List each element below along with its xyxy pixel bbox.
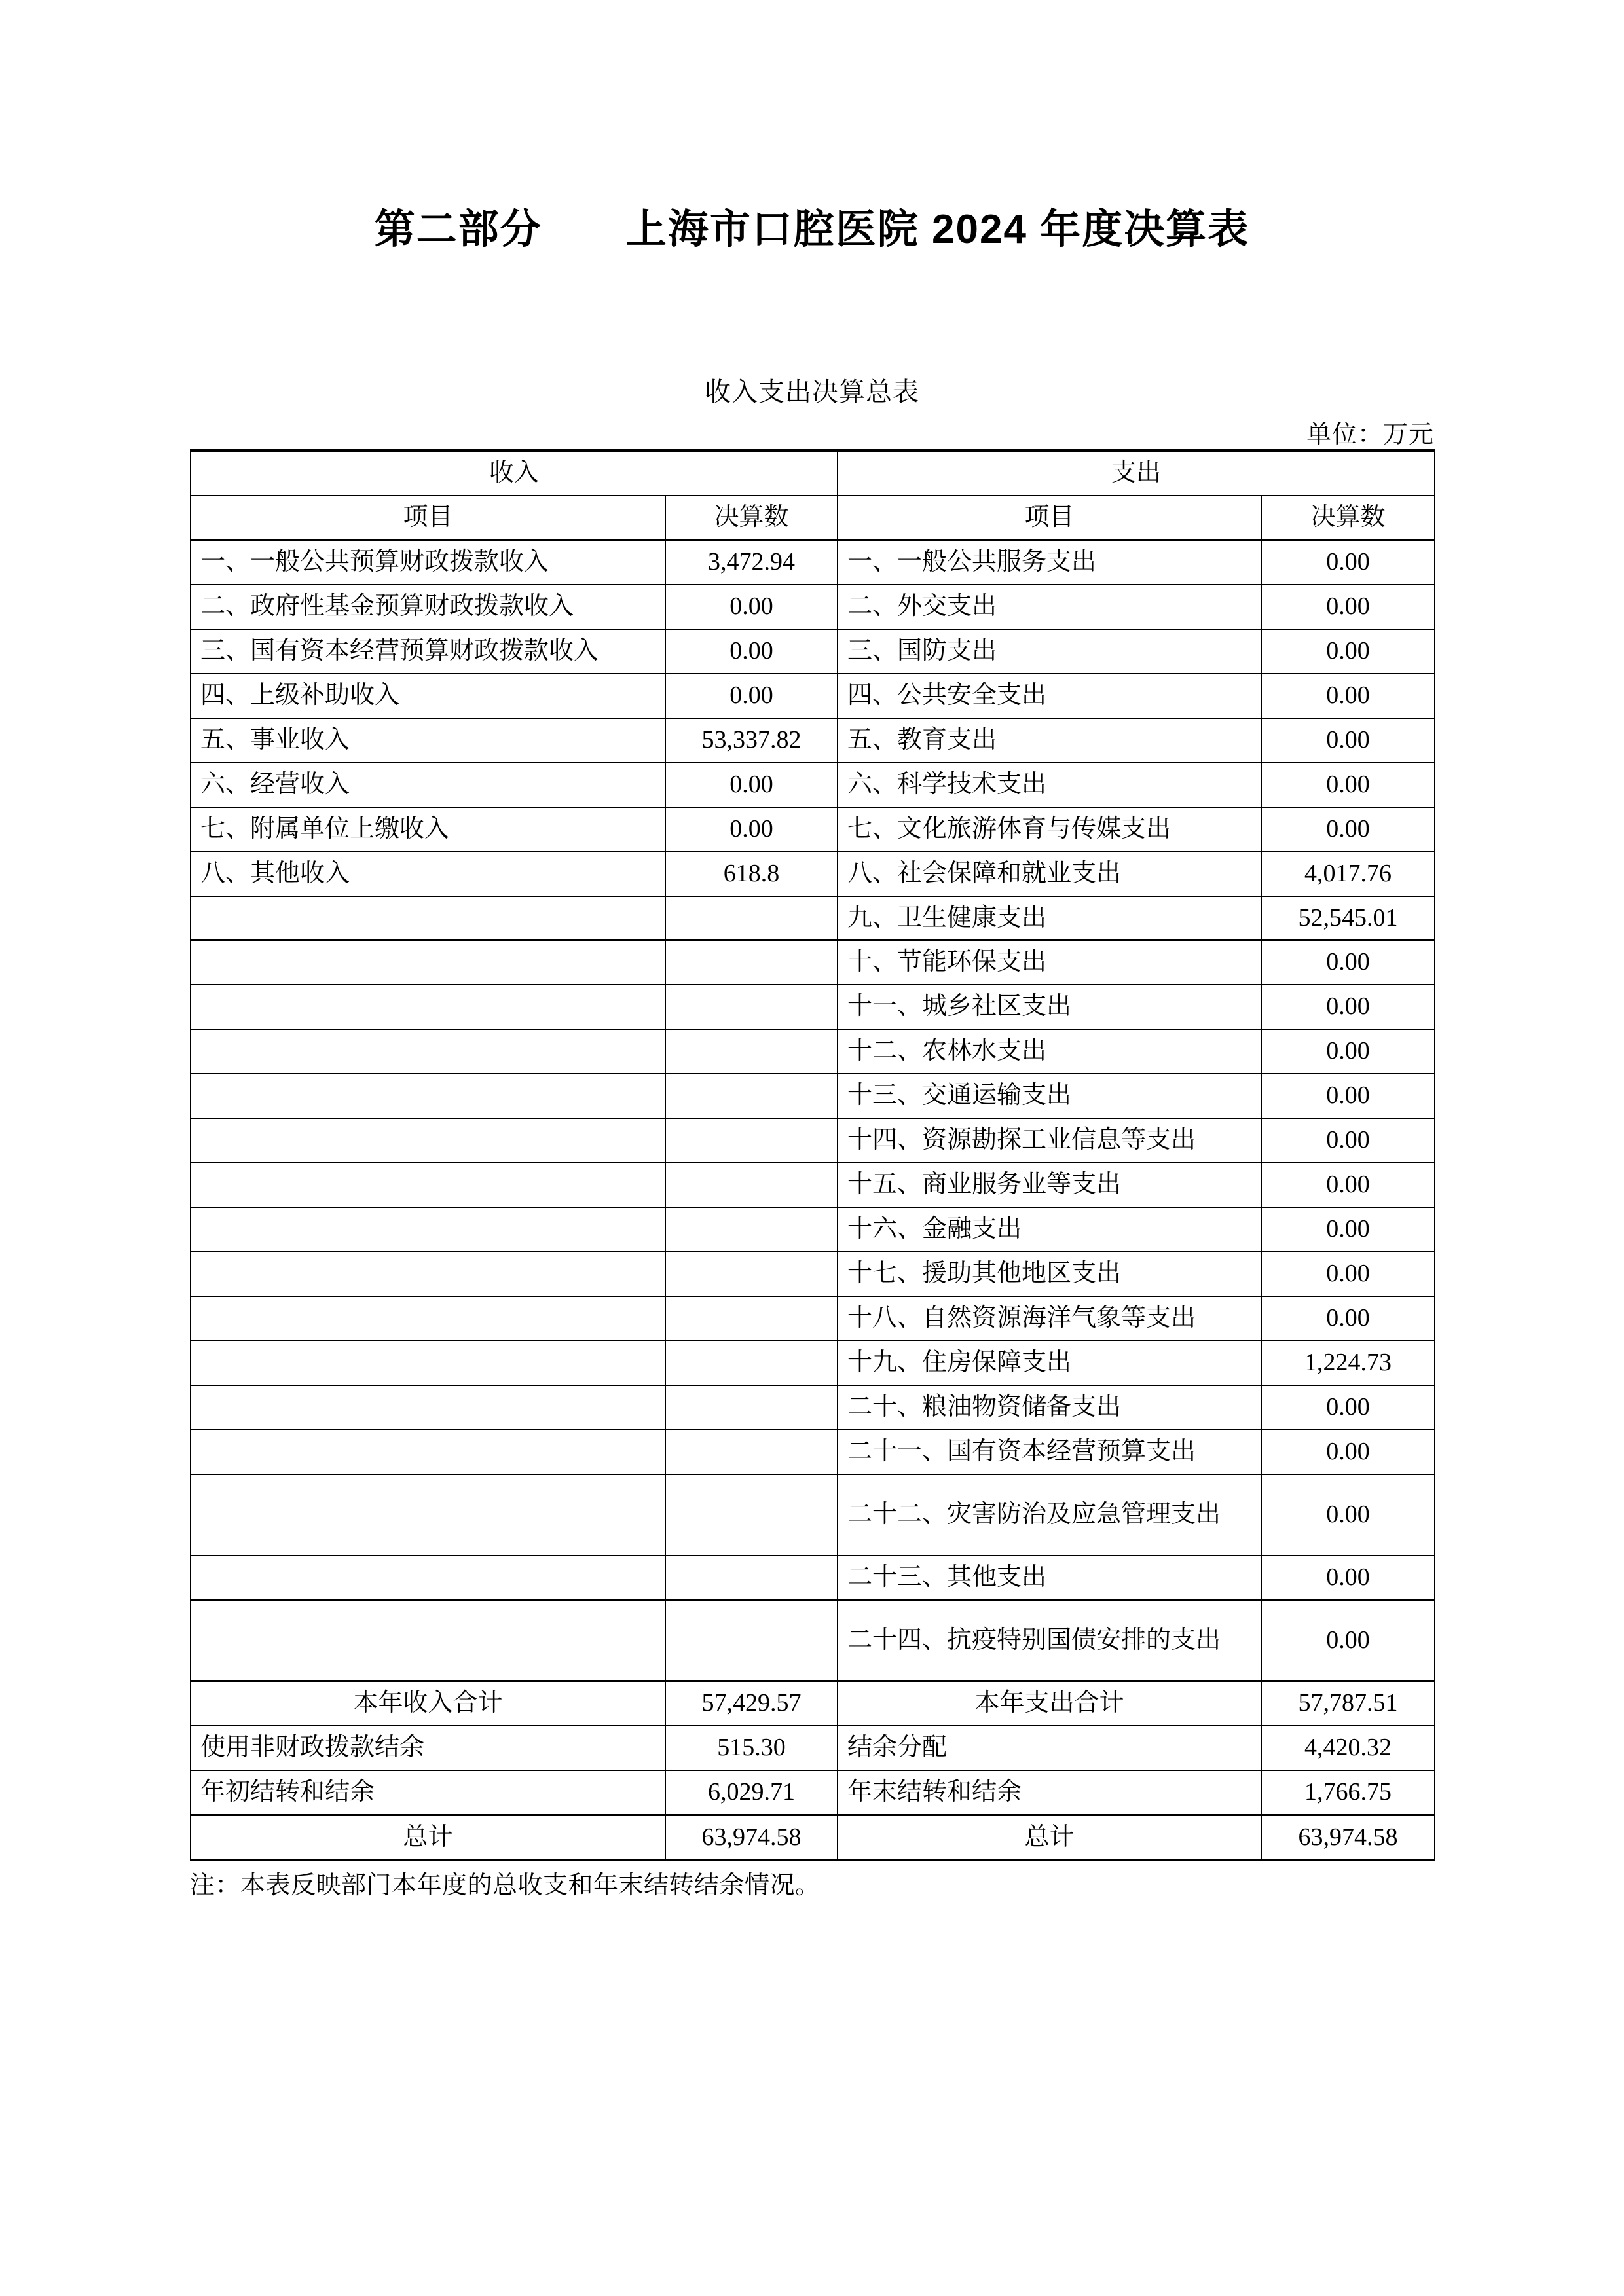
expenditure-item-label: 十二、农林水支出 <box>838 1029 1261 1074</box>
income-item-amount: 0.00 <box>665 807 838 852</box>
table-row <box>191 629 1435 674</box>
income-item-empty <box>191 1029 665 1074</box>
expenditure-item-amount: 0.00 <box>1261 1207 1435 1252</box>
table-row <box>191 1430 1435 1474</box>
income-item-label: 一、一般公共预算财政拨款收入 <box>191 540 665 585</box>
table-row <box>191 1029 1435 1074</box>
table-caption: 收入支出决算总表 <box>705 377 919 407</box>
expenditure-item-label: 八、社会保障和就业支出 <box>838 852 1261 896</box>
table-row <box>191 1118 1435 1163</box>
table-footnote: 注：本表反映部门本年度的总收支和年末结转结余情况。 <box>190 1872 821 1899</box>
column-header-income-item: 项目 <box>191 496 665 540</box>
income-amount-empty <box>665 1600 838 1681</box>
income-item-label: 二、政府性基金预算财政拨款收入 <box>191 585 665 629</box>
expenditure-item-label: 九、卫生健康支出 <box>838 896 1261 941</box>
income-item-label: 七、附属单位上缴收入 <box>191 807 665 852</box>
income-expenditure-final-accounts-table <box>190 449 1435 1861</box>
income-item-empty <box>191 1385 665 1430</box>
summary-expenditure-label: 本年支出合计 <box>838 1681 1261 1726</box>
expenditure-item-amount: 0.00 <box>1261 718 1435 763</box>
expenditure-item-amount: 0.00 <box>1261 1252 1435 1296</box>
expenditure-item-amount: 0.00 <box>1261 1385 1435 1430</box>
expenditure-item-label: 七、文化旅游体育与传媒支出 <box>838 807 1261 852</box>
expenditure-item-amount: 0.00 <box>1261 1600 1435 1681</box>
expenditure-item-label: 二十、粮油物资储备支出 <box>838 1385 1261 1430</box>
expenditure-item-label: 二十二、灾害防治及应急管理支出 <box>838 1474 1261 1556</box>
expenditure-item-label: 五、教育支出 <box>838 718 1261 763</box>
table-row <box>191 1163 1435 1207</box>
summary-income-label: 年初结转和结余 <box>191 1770 665 1815</box>
income-amount-empty <box>665 1341 838 1385</box>
income-item-empty <box>191 985 665 1029</box>
income-amount-empty <box>665 1029 838 1074</box>
summary-income-label: 本年收入合计 <box>191 1681 665 1726</box>
expenditure-item-label: 三、国防支出 <box>838 629 1261 674</box>
income-amount-empty <box>665 1118 838 1163</box>
expenditure-item-amount: 0.00 <box>1261 674 1435 718</box>
income-amount-empty <box>665 1296 838 1341</box>
income-amount-empty <box>665 896 838 941</box>
expenditure-item-label: 十六、金融支出 <box>838 1207 1261 1252</box>
income-item-amount: 0.00 <box>665 629 838 674</box>
income-amount-empty <box>665 1207 838 1252</box>
table-row <box>191 718 1435 763</box>
expenditure-item-label: 二十一、国有资本经营预算支出 <box>838 1430 1261 1474</box>
expenditure-item-label: 二十三、其他支出 <box>838 1556 1261 1600</box>
expenditure-item-label: 十四、资源勘探工业信息等支出 <box>838 1118 1261 1163</box>
table-row <box>191 585 1435 629</box>
income-item-empty <box>191 1556 665 1600</box>
table-row <box>191 1385 1435 1430</box>
expenditure-item-amount: 0.00 <box>1261 629 1435 674</box>
table-row <box>191 674 1435 718</box>
summary-expenditure-amount: 1,766.75 <box>1261 1770 1435 1815</box>
table-summary-row <box>191 1815 1435 1861</box>
expenditure-item-label: 十八、自然资源海洋气象等支出 <box>838 1296 1261 1341</box>
summary-income-amount: 6,029.71 <box>665 1770 838 1815</box>
income-item-amount: 0.00 <box>665 585 838 629</box>
summary-expenditure-label: 结余分配 <box>838 1726 1261 1770</box>
expenditure-item-label: 十、节能环保支出 <box>838 940 1261 985</box>
unit-label: 单位：万元 <box>1306 421 1434 448</box>
table-row <box>191 540 1435 585</box>
expenditure-item-amount: 0.00 <box>1261 1118 1435 1163</box>
column-header-expenditure-amount: 决算数 <box>1261 496 1435 540</box>
expenditure-item-label: 十五、商业服务业等支出 <box>838 1163 1261 1207</box>
income-amount-empty <box>665 1252 838 1296</box>
income-item-amount: 0.00 <box>665 763 838 807</box>
table-row <box>191 807 1435 852</box>
summary-expenditure-amount: 4,420.32 <box>1261 1726 1435 1770</box>
table-row <box>191 1296 1435 1341</box>
income-item-empty <box>191 1296 665 1341</box>
income-item-empty <box>191 1430 665 1474</box>
income-amount-empty <box>665 1074 838 1118</box>
column-header-income-amount: 决算数 <box>665 496 838 540</box>
table-summary-row <box>191 1726 1435 1770</box>
income-item-label: 六、经营收入 <box>191 763 665 807</box>
income-item-label: 五、事业收入 <box>191 718 665 763</box>
income-item-empty <box>191 1074 665 1118</box>
income-item-amount: 3,472.94 <box>665 540 838 585</box>
table-row <box>191 1556 1435 1600</box>
table-summary-row <box>191 1770 1435 1815</box>
table-row <box>191 1252 1435 1296</box>
summary-income-label: 使用非财政拨款结余 <box>191 1726 665 1770</box>
expenditure-item-amount: 0.00 <box>1261 763 1435 807</box>
expenditure-item-amount: 52,545.01 <box>1261 896 1435 941</box>
expenditure-item-label: 六、科学技术支出 <box>838 763 1261 807</box>
summary-income-amount: 515.30 <box>665 1726 838 1770</box>
expenditure-item-amount: 0.00 <box>1261 1296 1435 1341</box>
summary-income-amount: 63,974.58 <box>665 1815 838 1861</box>
table-row <box>191 1207 1435 1252</box>
table-summary-row <box>191 1681 1435 1726</box>
income-item-empty <box>191 1341 665 1385</box>
table-row <box>191 1474 1435 1556</box>
table-row <box>191 1600 1435 1681</box>
summary-expenditure-label: 年末结转和结余 <box>838 1770 1261 1815</box>
expenditure-item-label: 一、一般公共服务支出 <box>838 540 1261 585</box>
income-item-empty <box>191 1474 665 1556</box>
expenditure-item-label: 二、外交支出 <box>838 585 1261 629</box>
income-amount-empty <box>665 1385 838 1430</box>
expenditure-item-amount: 0.00 <box>1261 1430 1435 1474</box>
table-row <box>191 852 1435 896</box>
income-item-label: 八、其他收入 <box>191 852 665 896</box>
table-row <box>191 1341 1435 1385</box>
income-item-empty <box>191 1252 665 1296</box>
table-group-header-row <box>191 450 1435 496</box>
expenditure-item-amount: 0.00 <box>1261 1474 1435 1556</box>
income-item-amount: 0.00 <box>665 674 838 718</box>
income-item-empty <box>191 940 665 985</box>
income-item-empty <box>191 1600 665 1681</box>
page-title: 第二部分 上海市口腔医院 2024 年度决算表 <box>374 207 1250 252</box>
income-amount-empty <box>665 1163 838 1207</box>
income-item-empty <box>191 1163 665 1207</box>
group-header-income: 收入 <box>191 450 838 496</box>
table-row <box>191 763 1435 807</box>
table-row <box>191 896 1435 941</box>
expenditure-item-amount: 0.00 <box>1261 1029 1435 1074</box>
expenditure-item-amount: 0.00 <box>1261 540 1435 585</box>
summary-expenditure-amount: 57,787.51 <box>1261 1681 1435 1726</box>
column-header-expenditure-item: 项目 <box>838 496 1261 540</box>
table-row <box>191 940 1435 985</box>
expenditure-item-label: 十一、城乡社区支出 <box>838 985 1261 1029</box>
income-amount-empty <box>665 1556 838 1600</box>
income-amount-empty <box>665 985 838 1029</box>
expenditure-item-amount: 0.00 <box>1261 1556 1435 1600</box>
summary-income-label: 总计 <box>191 1815 665 1861</box>
group-header-expenditure: 支出 <box>838 450 1435 496</box>
expenditure-item-amount: 0.00 <box>1261 985 1435 1029</box>
income-item-empty <box>191 896 665 941</box>
summary-income-amount: 57,429.57 <box>665 1681 838 1726</box>
income-item-empty <box>191 1118 665 1163</box>
expenditure-item-amount: 0.00 <box>1261 807 1435 852</box>
table-column-header-row <box>191 496 1435 540</box>
expenditure-item-label: 十三、交通运输支出 <box>838 1074 1261 1118</box>
income-item-amount: 53,337.82 <box>665 718 838 763</box>
expenditure-item-amount: 1,224.73 <box>1261 1341 1435 1385</box>
expenditure-item-amount: 0.00 <box>1261 585 1435 629</box>
expenditure-item-label: 十九、住房保障支出 <box>838 1341 1261 1385</box>
summary-expenditure-label: 总计 <box>838 1815 1261 1861</box>
income-item-amount: 618.8 <box>665 852 838 896</box>
income-amount-empty <box>665 940 838 985</box>
expenditure-item-label: 十七、援助其他地区支出 <box>838 1252 1261 1296</box>
income-item-label: 三、国有资本经营预算财政拨款收入 <box>191 629 665 674</box>
income-item-empty <box>191 1207 665 1252</box>
table-row <box>191 985 1435 1029</box>
summary-expenditure-amount: 63,974.58 <box>1261 1815 1435 1861</box>
income-amount-empty <box>665 1430 838 1474</box>
income-item-label: 四、上级补助收入 <box>191 674 665 718</box>
income-expenditure-table-wrapper <box>190 449 1434 1861</box>
expenditure-item-amount: 4,017.76 <box>1261 852 1435 896</box>
expenditure-item-label: 四、公共安全支出 <box>838 674 1261 718</box>
expenditure-item-amount: 0.00 <box>1261 940 1435 985</box>
expenditure-item-amount: 0.00 <box>1261 1163 1435 1207</box>
table-row <box>191 1074 1435 1118</box>
expenditure-item-label: 二十四、抗疫特别国债安排的支出 <box>838 1600 1261 1681</box>
income-amount-empty <box>665 1474 838 1556</box>
expenditure-item-amount: 0.00 <box>1261 1074 1435 1118</box>
